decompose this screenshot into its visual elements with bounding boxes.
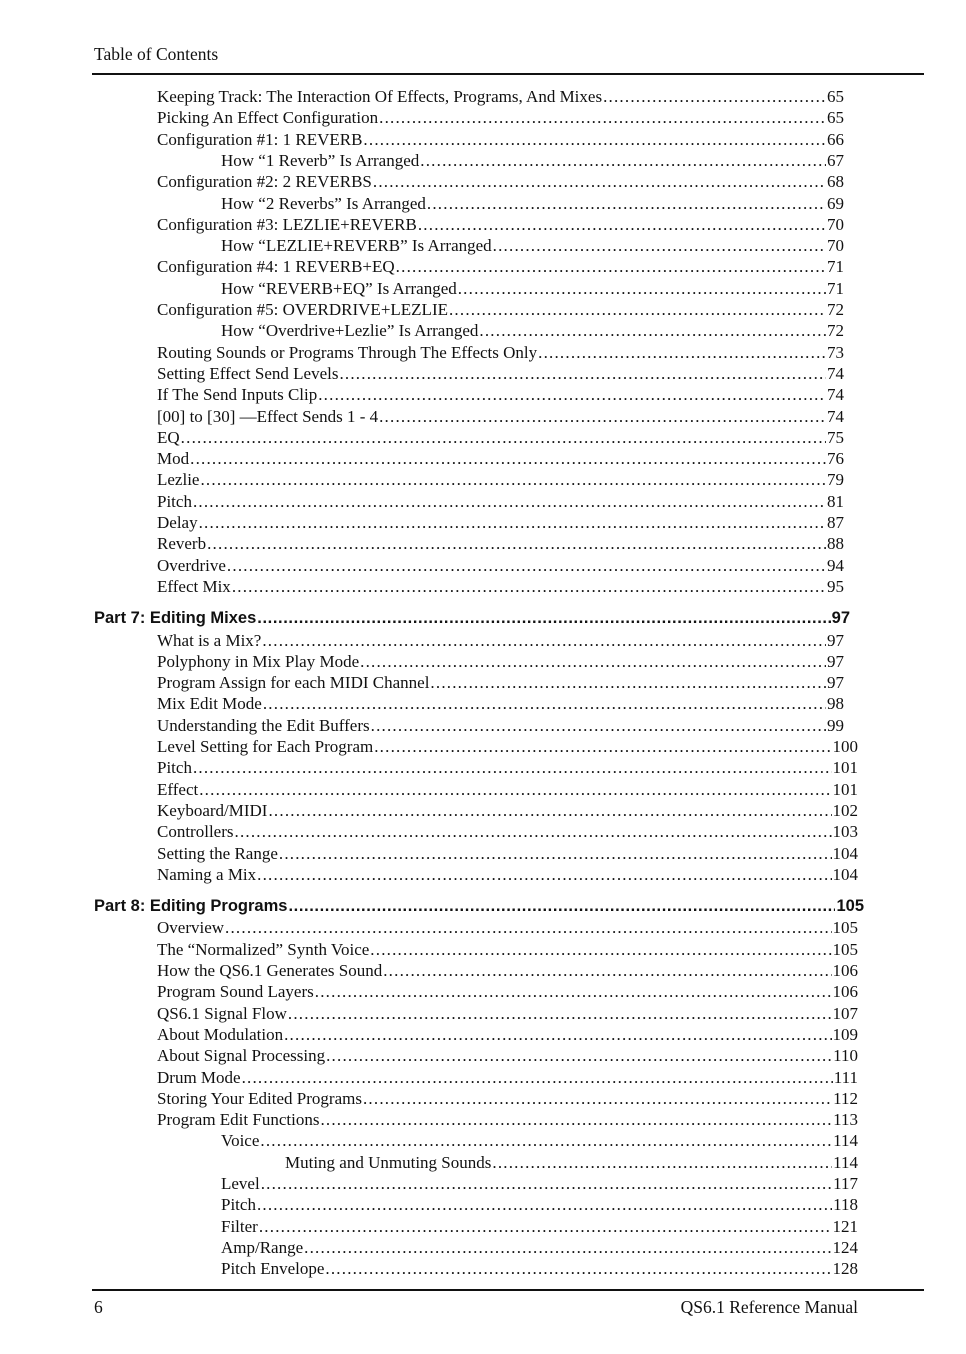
toc-entry-page: 110 xyxy=(833,1046,858,1066)
dot-leader xyxy=(193,757,832,778)
toc-entry-page: 121 xyxy=(832,1216,858,1236)
dot-leader xyxy=(315,981,832,1002)
dot-leader xyxy=(396,256,826,277)
toc-entry-title: Effect Mix xyxy=(157,576,231,596)
toc-entry-page: 72 xyxy=(827,300,844,319)
toc-entry-title: Mix Edit Mode xyxy=(157,694,262,714)
dot-leader xyxy=(263,693,826,714)
toc-entry[interactable] xyxy=(221,1216,858,1237)
toc-entry-title: Drum Mode xyxy=(157,1067,241,1087)
toc-entry-page: 87 xyxy=(827,513,844,532)
toc-entry-title: Mod xyxy=(157,449,190,469)
dot-leader xyxy=(538,342,826,363)
toc-entry-title: Naming a Mix xyxy=(157,864,257,884)
toc-entry-title: How the QS6.1 Generates Sound xyxy=(157,961,383,980)
dot-leader xyxy=(257,1194,832,1215)
toc-entry-page: 124 xyxy=(832,1237,858,1257)
dot-leader xyxy=(339,363,826,384)
toc-entry-title: Muting and Unmuting Sounds xyxy=(285,1152,492,1172)
dot-leader xyxy=(418,214,826,235)
toc-entry-page: 97 xyxy=(827,651,844,671)
dot-leader xyxy=(379,107,826,128)
toc-entry[interactable] xyxy=(157,1045,858,1066)
dot-leader xyxy=(199,779,831,800)
dot-leader xyxy=(279,843,832,864)
toc-entry-page: 101 xyxy=(832,758,858,778)
toc-entry-page: 71 xyxy=(827,278,844,298)
toc-entry[interactable] xyxy=(157,342,844,363)
dot-leader xyxy=(190,448,826,469)
toc-entry-page: 67 xyxy=(827,150,844,170)
toc-entry-page: 68 xyxy=(827,172,844,192)
dot-leader xyxy=(257,864,831,885)
toc-entry-page: 105 xyxy=(832,939,858,959)
toc-entry-page: 94 xyxy=(827,555,844,575)
toc-entry-title: EQ xyxy=(157,427,180,447)
header-rule xyxy=(92,73,924,75)
toc-entry-title: Overdrive xyxy=(157,555,226,575)
toc-entry-page: 109 xyxy=(832,1024,858,1044)
toc-entry[interactable] xyxy=(157,1024,858,1045)
toc-entry-title: Pitch Envelope xyxy=(221,1259,325,1279)
dot-leader xyxy=(370,939,831,960)
toc-entry-page: 79 xyxy=(827,470,844,490)
toc-entry-page: 100 xyxy=(832,737,858,756)
toc-entry-title: Understanding the Edit Buffers xyxy=(157,715,370,735)
toc-entry[interactable] xyxy=(157,1067,858,1088)
dot-leader xyxy=(227,555,826,576)
toc-entry-title: Filter xyxy=(221,1216,258,1236)
toc-entry[interactable] xyxy=(157,672,844,693)
toc-entry-page: 74 xyxy=(827,385,844,405)
toc-entry-title: Keyboard/MIDI xyxy=(157,800,268,820)
toc-entry[interactable] xyxy=(157,821,858,842)
toc-entry-page: 101 xyxy=(832,779,858,799)
toc-entry-title: Configuration #2: 2 REVERBS xyxy=(157,172,372,192)
toc-entry[interactable] xyxy=(285,1152,858,1173)
toc-entry-title: Configuration #3: LEZLIE+REVERB xyxy=(157,214,417,234)
toc-entry-page: 72 xyxy=(827,321,844,341)
dot-leader xyxy=(304,1237,831,1258)
toc-entry[interactable] xyxy=(157,917,858,938)
toc-entry-title: Program Sound Layers xyxy=(157,982,314,1002)
toc-entry-title: Pitch xyxy=(221,1195,256,1215)
dot-leader xyxy=(318,384,826,405)
toc-entry[interactable] xyxy=(157,469,844,490)
toc-entry-page: 74 xyxy=(827,363,844,383)
toc-entry-title: Picking An Effect Configuration xyxy=(157,108,379,128)
dot-leader xyxy=(288,896,835,917)
toc-entry-title: Setting the Range xyxy=(157,843,278,863)
toc-entry[interactable] xyxy=(157,800,858,821)
toc-entry-page: 88 xyxy=(827,534,844,554)
toc-entry-title: Configuration #4: 1 REVERB+EQ xyxy=(157,257,395,277)
toc-entry[interactable] xyxy=(157,1088,858,1109)
toc-entry-title: Pitch xyxy=(157,491,192,511)
dot-leader xyxy=(492,1152,832,1173)
dot-leader xyxy=(268,800,831,821)
dot-leader xyxy=(199,512,826,533)
toc-entry[interactable] xyxy=(157,299,844,320)
toc-entry-title: Lezlie xyxy=(157,470,200,490)
toc-entry-title: The “Normalized” Synth Voice xyxy=(157,939,370,959)
toc-entry-page: 66 xyxy=(827,129,844,149)
toc-entry-page: 114 xyxy=(833,1152,858,1172)
dot-leader xyxy=(379,406,826,427)
dot-leader xyxy=(371,715,826,736)
toc-entry[interactable] xyxy=(221,1173,858,1194)
toc-entry-title: [00] to [30] —Effect Sends 1 - 4 xyxy=(157,406,379,426)
toc-entry[interactable] xyxy=(157,757,858,778)
toc-entry-title: Keeping Track: The Interaction Of Effects, Programs, And Mixes xyxy=(157,87,603,106)
toc-entry-title: Part 8: Editing Programs xyxy=(94,897,288,916)
toc-entry-title: Amp/Range xyxy=(221,1237,304,1257)
toc-entry-page: 105 xyxy=(832,918,858,938)
toc-entry[interactable] xyxy=(221,320,844,341)
toc-entry-page: 97 xyxy=(831,609,850,628)
toc-entry-page: 113 xyxy=(833,1110,858,1130)
dot-leader xyxy=(232,576,826,597)
toc-entry-page: 102 xyxy=(832,800,858,820)
toc-entry[interactable] xyxy=(157,960,858,981)
toc-entry-page: 107 xyxy=(832,1003,858,1023)
toc-entry[interactable] xyxy=(221,1194,858,1215)
toc-entry[interactable] xyxy=(157,214,844,235)
toc-entry-page: 74 xyxy=(827,406,844,426)
dot-leader xyxy=(181,427,826,448)
toc-entry-page: 105 xyxy=(836,897,864,916)
toc-entry[interactable] xyxy=(157,363,844,384)
dot-leader xyxy=(259,1216,832,1237)
dot-leader xyxy=(363,129,826,150)
dot-leader xyxy=(257,608,830,629)
toc-entry[interactable] xyxy=(157,555,844,576)
toc-entry[interactable] xyxy=(221,150,844,171)
toc-entry[interactable] xyxy=(157,651,844,672)
toc-entry[interactable] xyxy=(157,939,858,960)
toc-entry[interactable] xyxy=(157,693,844,714)
toc-entry-title: Program Assign for each MIDI Channel xyxy=(157,673,430,693)
dot-leader xyxy=(260,1130,832,1151)
toc-entry[interactable] xyxy=(157,1109,858,1130)
toc-entry[interactable] xyxy=(221,278,844,299)
toc-entry[interactable] xyxy=(157,779,858,800)
toc-entry-page: 111 xyxy=(833,1067,858,1087)
toc-entry[interactable] xyxy=(157,427,844,448)
dot-leader xyxy=(242,1067,833,1088)
toc-entry-page: 76 xyxy=(827,449,844,469)
dot-leader xyxy=(360,651,826,672)
toc-entry[interactable] xyxy=(157,256,844,277)
toc-entry-page: 99 xyxy=(827,715,844,735)
toc-entry-title: About Modulation xyxy=(157,1024,284,1044)
toc-entry-title: Configuration #1: 1 REVERB xyxy=(157,129,363,149)
toc-entry-page: 69 xyxy=(827,193,844,213)
dot-leader xyxy=(320,1109,832,1130)
toc-entry-page: 114 xyxy=(833,1131,858,1151)
dot-leader xyxy=(449,299,826,320)
toc-entry-title: Part 7: Editing Mixes xyxy=(94,609,257,628)
dot-leader xyxy=(200,469,826,490)
toc-entry-title: QS6.1 Signal Flow xyxy=(157,1003,287,1023)
toc-entry-title: How “Overdrive+Lezlie” Is Arranged xyxy=(221,321,479,341)
toc-entry[interactable] xyxy=(157,491,844,512)
toc-entry-title: How “2 Reverbs” Is Arranged xyxy=(221,193,426,213)
toc-entry-page: 117 xyxy=(833,1174,858,1193)
toc-entry[interactable] xyxy=(157,843,858,864)
toc-entry-title: How “LEZLIE+REVERB” Is Arranged xyxy=(221,236,492,256)
toc-part-heading[interactable] xyxy=(94,608,850,629)
dot-leader xyxy=(383,960,831,981)
dot-leader xyxy=(493,235,826,256)
toc-entry-title: Effect xyxy=(157,779,199,799)
toc-entry-title: Level xyxy=(221,1174,260,1193)
toc-entry[interactable] xyxy=(157,864,858,885)
toc-entry-title: Configuration #5: OVERDRIVE+LEZLIE xyxy=(157,300,448,319)
dot-leader xyxy=(261,1173,832,1194)
toc-entry-page: 97 xyxy=(827,630,844,650)
toc-entry[interactable] xyxy=(221,1130,858,1151)
toc-entry-title: How “1 Reverb” Is Arranged xyxy=(221,150,420,170)
toc-entry-page: 71 xyxy=(827,257,844,277)
footer-rule xyxy=(92,1289,924,1291)
toc-entry-title: Level Setting for Each Program xyxy=(157,737,374,756)
toc-entry[interactable] xyxy=(157,129,844,150)
toc-entry[interactable] xyxy=(157,86,844,107)
dot-leader xyxy=(363,1088,832,1109)
toc-entry-page: 95 xyxy=(827,576,844,596)
dot-leader xyxy=(235,821,832,842)
dot-leader xyxy=(458,278,826,299)
toc-entry-page: 70 xyxy=(827,236,844,256)
running-header: Table of Contents xyxy=(94,44,219,64)
toc-entry-page: 73 xyxy=(827,342,844,362)
toc-entry-title: Delay xyxy=(157,513,198,532)
toc-entry[interactable] xyxy=(157,1003,858,1024)
toc-entry-page: 103 xyxy=(832,822,858,842)
toc-entry-page: 104 xyxy=(832,843,858,863)
dot-leader xyxy=(427,193,826,214)
toc-entry[interactable] xyxy=(157,512,844,533)
dot-leader xyxy=(374,736,831,757)
toc-entry[interactable] xyxy=(157,981,858,1002)
toc-entry-page: 98 xyxy=(827,694,844,714)
toc-entry-title: Controllers xyxy=(157,822,234,842)
toc-entry-page: 75 xyxy=(827,427,844,447)
toc-entry[interactable] xyxy=(221,235,844,256)
toc-part-heading[interactable] xyxy=(94,896,864,917)
dot-leader xyxy=(325,1258,831,1279)
toc-entry-page: 97 xyxy=(827,673,844,693)
page-number: 6 xyxy=(94,1297,103,1317)
toc-entry[interactable] xyxy=(157,384,844,405)
toc-entry[interactable] xyxy=(157,576,844,597)
toc-entry-page: 106 xyxy=(832,961,858,980)
toc-entry[interactable] xyxy=(157,736,858,757)
dot-leader xyxy=(262,630,826,651)
toc-entry-title: Setting Effect Send Levels xyxy=(157,363,339,383)
dot-leader xyxy=(207,533,826,554)
manual-title: QS6.1 Reference Manual xyxy=(680,1297,858,1317)
toc-entry[interactable] xyxy=(221,1237,858,1258)
dot-leader xyxy=(225,917,831,938)
dot-leader xyxy=(430,672,826,693)
toc-entry-title: Reverb xyxy=(157,534,207,554)
toc-entry-page: 70 xyxy=(827,214,844,234)
toc-entry-page: 65 xyxy=(827,108,844,128)
toc-entry-page: 81 xyxy=(827,491,844,511)
toc-entry[interactable] xyxy=(221,193,844,214)
dot-leader xyxy=(479,320,826,341)
toc-entry-page: 128 xyxy=(832,1259,858,1279)
toc-entry-title: Voice xyxy=(221,1131,260,1151)
toc-entry-title: Pitch xyxy=(157,758,192,778)
dot-leader xyxy=(373,171,826,192)
toc-entry-title: Polyphony in Mix Play Mode xyxy=(157,651,360,671)
toc-entry-title: About Signal Processing xyxy=(157,1046,326,1066)
toc-entry-page: 104 xyxy=(832,864,858,884)
toc-entry-page: 65 xyxy=(827,87,844,106)
toc-entry-title: Storing Your Edited Programs xyxy=(157,1088,362,1108)
toc-entry-title: If The Send Inputs Clip xyxy=(157,385,318,405)
toc-entry[interactable] xyxy=(221,1258,858,1279)
toc-entry[interactable] xyxy=(157,448,844,469)
toc-entry[interactable] xyxy=(157,715,844,736)
toc-entry[interactable] xyxy=(157,171,844,192)
toc-entry-title: Routing Sounds or Programs Through The Effects Only xyxy=(157,342,538,362)
toc-entry[interactable] xyxy=(157,107,844,128)
dot-leader xyxy=(420,150,826,171)
toc-entry[interactable] xyxy=(157,533,844,554)
dot-leader xyxy=(288,1003,832,1024)
dot-leader xyxy=(193,491,826,512)
toc-entry[interactable] xyxy=(157,630,844,651)
dot-leader xyxy=(284,1024,831,1045)
dot-leader xyxy=(326,1045,832,1066)
toc-entry-page: 106 xyxy=(832,982,858,1002)
toc-entry-title: Program Edit Functions xyxy=(157,1110,320,1130)
toc-entry-title: What is a Mix? xyxy=(157,630,262,650)
toc-entry-title: How “REVERB+EQ” Is Arranged xyxy=(221,278,457,298)
dot-leader xyxy=(603,86,826,107)
toc-entry[interactable] xyxy=(157,406,844,427)
toc-entry-page: 112 xyxy=(833,1088,858,1108)
toc-entry-title: Overview xyxy=(157,918,225,938)
toc-entry-page: 118 xyxy=(833,1195,858,1215)
